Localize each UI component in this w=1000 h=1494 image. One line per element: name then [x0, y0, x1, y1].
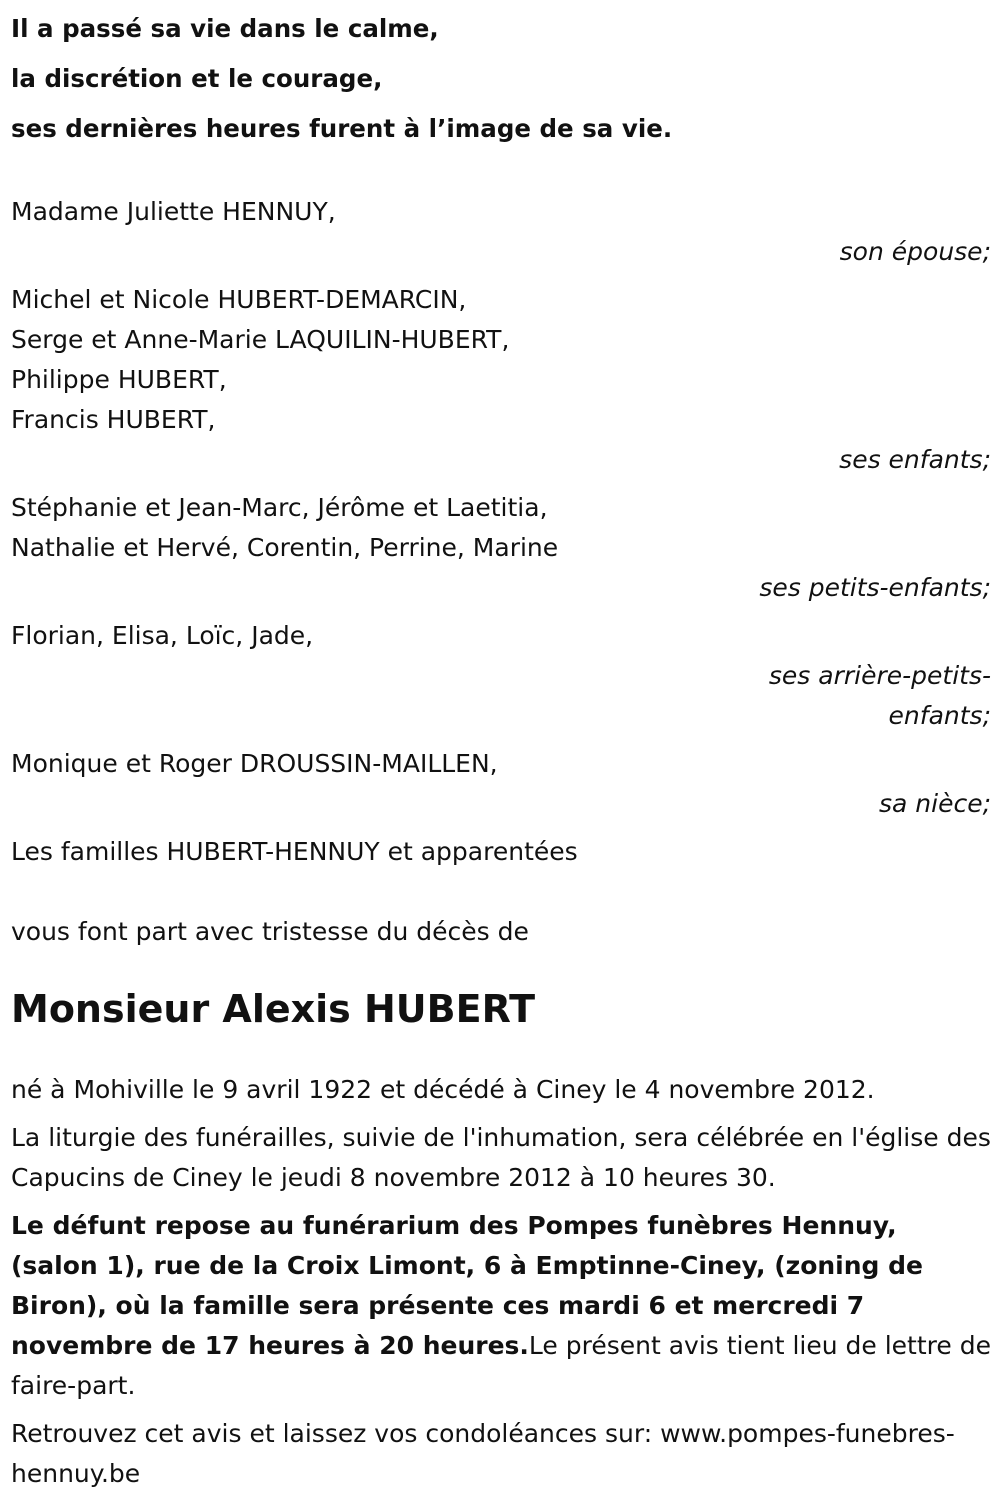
- spouse-role: son épouse;: [839, 237, 991, 266]
- quote-line-3: ses dernières heures furent à l’image de sa vie.: [11, 114, 673, 143]
- condolences-line: Retrouvez cet avis et laissez vos condoléances sur: www.pompes-funebres-hennuy.be: [11, 1419, 955, 1488]
- announcement-line: vous font part avec tristesse du décès de: [11, 917, 529, 946]
- niece-block: [11, 744, 991, 824]
- liturgy-paragraph: La liturgie des funérailles, suivie de l'inhumation, sera célébrée en l'église des Capucins de Ciney le jeudi 8 novembre 2012 à 10 heures 30.: [11, 1123, 991, 1192]
- spouse-name: Madame Juliette HENNUY,: [11, 197, 336, 226]
- spouse-block: [11, 192, 991, 272]
- child-name: Serge et Anne-Marie LAQUILIN-HUBERT,: [11, 325, 510, 354]
- repose-normal-text: Le présent avis tient lieu de lettre de faire-part.: [11, 1331, 991, 1400]
- spacer: [11, 154, 991, 192]
- child-name: Francis HUBERT,: [11, 405, 216, 434]
- grandchild-name: Stéphanie et Jean-Marc, Jérôme et Laetitia,: [11, 493, 548, 522]
- children-role: ses enfants;: [839, 445, 991, 474]
- niece-name: Monique et Roger DROUSSIN-MAILLEN,: [11, 749, 498, 778]
- grandchildren-role: ses petits-enfants;: [759, 573, 991, 602]
- families-line: Les familles HUBERT-HENNUY et apparentées: [11, 837, 578, 866]
- child-name: Michel et Nicole HUBERT-DEMARCIN,: [11, 285, 467, 314]
- quote-line-1: Il a passé sa vie dans le calme,: [11, 14, 439, 43]
- child-name: Philippe HUBERT,: [11, 365, 227, 394]
- grandchild-name: Nathalie et Hervé, Corentin, Perrine, Marine: [11, 533, 559, 562]
- great-grandchildren-role-line-2: enfants;: [888, 701, 991, 730]
- children-block: [11, 280, 991, 480]
- niece-role: sa nièce;: [878, 789, 991, 818]
- repose-bold-text: Le défunt repose au funérarium des Pompes funèbres Hennuy, (salon 1), rue de la Croix Limont, 6 à Emptinne-Ciney, (zoning de Biron), où la famille sera présente ces mardi 6 et mercredi 7 novembre de 17 heures à 20 heures.: [11, 1211, 923, 1360]
- deceased-name: Monsieur Alexis HUBERT: [11, 987, 536, 1031]
- grandchildren-block: [11, 488, 991, 608]
- great-grandchildren-role-line-1: ses arrière-petits-: [768, 661, 991, 690]
- birth-death-line: né à Mohiville le 9 avril 1922 et décédé à Ciney le 4 novembre 2012.: [11, 1075, 875, 1104]
- repose-paragraph: [11, 1206, 991, 1406]
- great-grandchildren-block: [11, 616, 991, 736]
- great-grandchild-name: Florian, Elisa, Loïc, Jade,: [11, 621, 314, 650]
- quote-line-2: la discrétion et le courage,: [11, 64, 383, 93]
